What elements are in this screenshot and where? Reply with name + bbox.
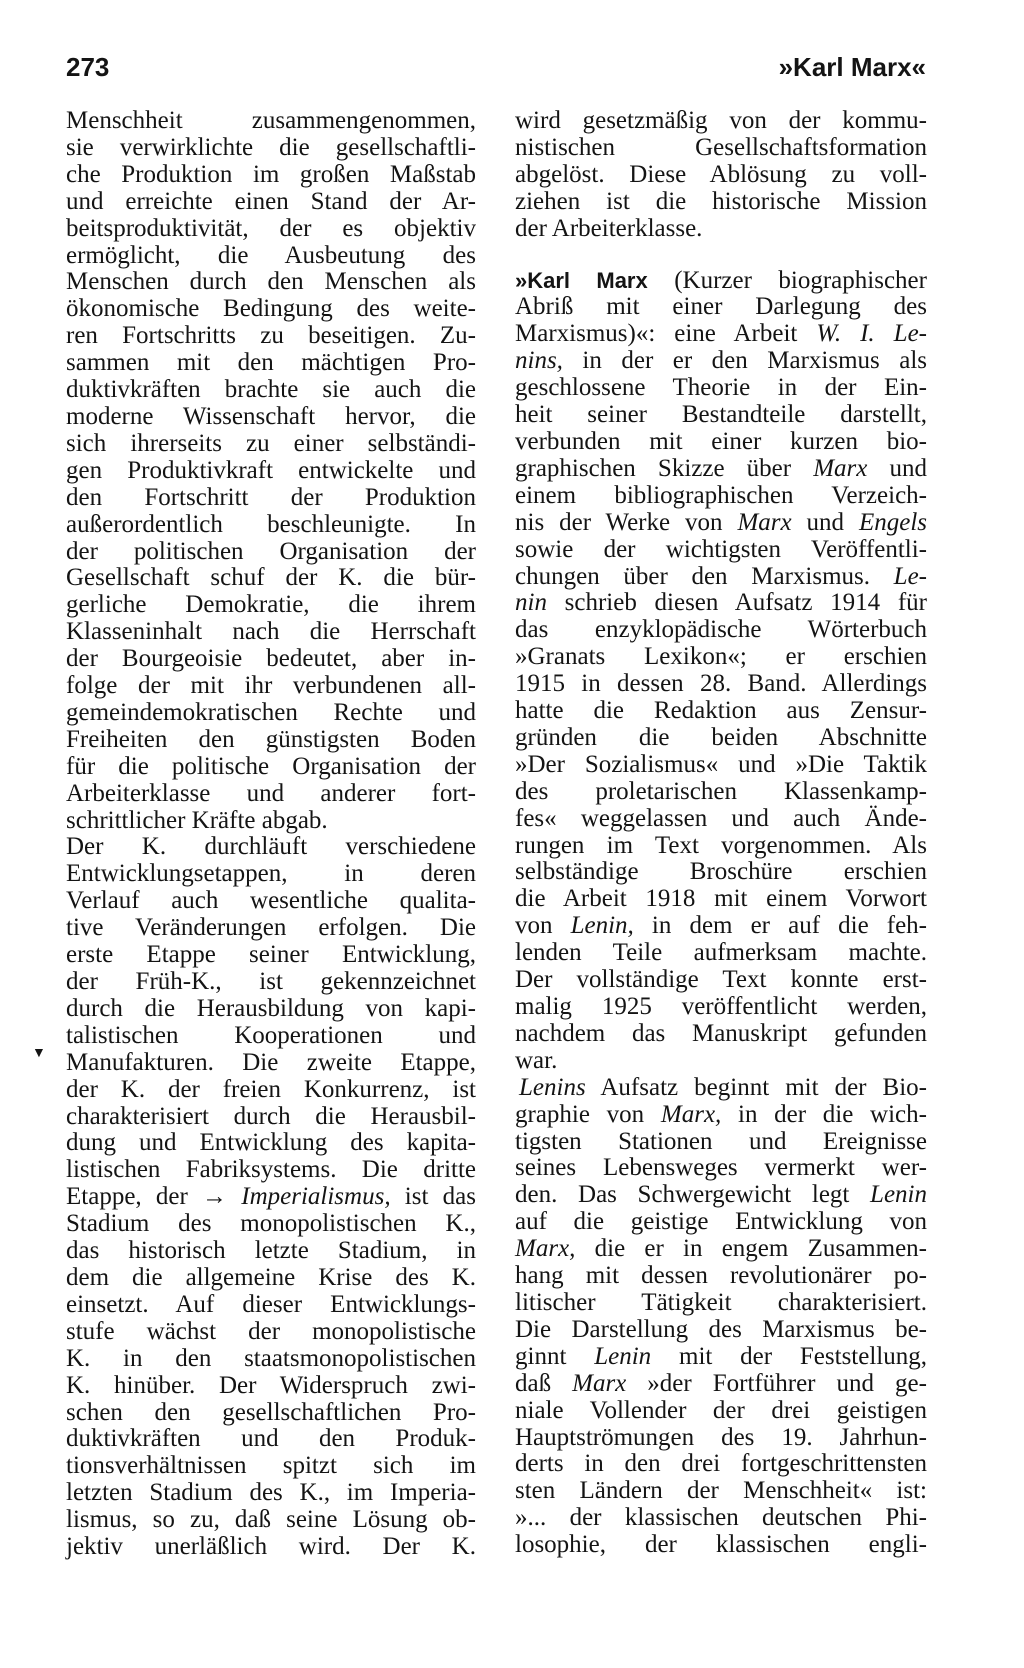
text-line: jektiv unerläßlich wird. Der K.: [66, 1533, 476, 1561]
text-line: der Bourgeoisie bedeutet, aber in-: [66, 645, 476, 673]
text-line: gründen die beiden Abschnitte: [515, 723, 927, 751]
text-line: Der K. durchläuft verschiedene: [66, 833, 476, 861]
text-line: Abriß mit einer Darlegung des: [515, 293, 927, 321]
text-line: selbständige Broschüre erschien: [515, 858, 927, 886]
text-line: der K. der freien Konkurrenz, ist: [66, 1075, 476, 1103]
text-line: daß Marx »der Fortführer und ge-: [515, 1369, 927, 1397]
text-line: durch die Herausbildung von kapi-: [66, 994, 476, 1022]
text-line: der Früh-K., ist gekennzeichnet: [66, 968, 476, 995]
text-line: losophie, der klassischen engli-: [515, 1531, 927, 1559]
text-line: außerordentlich beschleunigte. In: [66, 510, 476, 538]
text-line: Marx, die er in engem Zusammen-: [515, 1235, 927, 1263]
text-line: Marxismus)«: eine Arbeit W. I. Le-: [515, 320, 927, 348]
text-line: seines Lebensweges vermerkt wer-: [515, 1154, 927, 1182]
text-line: Der vollständige Text konnte erst-: [515, 966, 927, 994]
text-line: che Produktion im großen Maßstab: [66, 160, 476, 188]
text-line: rungen im Text vorgenommen. Als: [515, 831, 927, 859]
text-line: duktivkräften und den Produk-: [66, 1425, 476, 1453]
text-line: schrittlicher Kräfte abgab.: [66, 806, 328, 834]
text-line: sich ihrerseits zu einer selbständi-: [66, 429, 476, 457]
text-line: K. in den staatsmonopolistischen: [66, 1344, 476, 1372]
text-line: nistischen Gesellschaftsformation: [515, 133, 927, 161]
text-line: der politischen Organisation der: [66, 537, 476, 565]
text-line: ökonomische Bedingung des weite-: [66, 295, 476, 323]
text-line: ginnt Lenin mit der Feststellung,: [515, 1342, 927, 1370]
text-line: Verlauf auch wesentliche qualita-: [66, 887, 476, 915]
right-column: [515, 108, 927, 1559]
text-line: 1915 in dessen 28. Band. Allerdings: [515, 670, 927, 698]
text-line: das historisch letzte Stadium, in: [66, 1237, 476, 1265]
text-line: hatte die Redaktion aus Zensur-: [515, 697, 927, 725]
text-line: talistischen Kooperationen und: [66, 1021, 476, 1049]
text-line: lismus, so zu, daß seine Lösung ob-: [66, 1506, 476, 1534]
text-line: »Granats Lexikon«; er erschien: [515, 643, 927, 671]
text-line: verbunden mit einer kurzen bio-: [515, 427, 927, 455]
text-line: einem bibliographischen Verzeich-: [515, 481, 927, 509]
text-line: tigsten Stationen und Ereignisse: [515, 1127, 927, 1155]
running-head: »Karl Marx«: [778, 52, 926, 82]
text-line: auf die geistige Entwicklung von: [515, 1208, 927, 1236]
text-line: chungen über den Marxismus. Le-: [515, 562, 927, 590]
margin-mark: ▼: [32, 1046, 46, 1061]
page-header: [66, 52, 926, 88]
text-line: Gesellschaft schuf der K. die bür-: [66, 564, 476, 592]
text-line: Menschen durch den Menschen als: [66, 268, 476, 296]
text-line: K. hinüber. Der Widerspruch zwi-: [66, 1371, 476, 1399]
text-line: niale Vollender der drei geistigen: [515, 1396, 927, 1424]
text-line: erste Etappe seiner Entwicklung,: [66, 941, 476, 969]
page-number: 273: [66, 52, 110, 82]
text-line: charakterisiert durch die Herausbil-: [66, 1102, 476, 1130]
text-line: Klasseninhalt nach die Herrschaft: [66, 618, 476, 646]
text-line: das enzyklopädische Wörterbuch: [515, 616, 927, 644]
text-line: nin schrieb diesen Aufsatz 1914 für: [515, 589, 927, 617]
text-line: stufe wächst der monopolistische: [66, 1317, 476, 1345]
text-line: den. Das Schwergewicht legt Lenin: [515, 1181, 927, 1209]
entry-spacer: [515, 243, 927, 268]
text-line: ren Fortschritts zu beseitigen. Zu-: [66, 322, 476, 350]
text-line: moderne Wissenschaft hervor, die: [66, 402, 476, 430]
text-line: Stadium des monopolistischen K.,: [66, 1210, 476, 1238]
text-line: letzten Stadium des K., im Imperia-: [66, 1479, 476, 1507]
text-line: folge der mit ihr verbundenen all-: [66, 672, 476, 700]
text-line: listischen Fabriksystems. Die dritte: [66, 1156, 476, 1184]
entry-headword: »Karl Marx: [515, 267, 648, 293]
text-line: für die politische Organisation der: [66, 752, 476, 780]
text-line: einsetzt. Auf dieser Entwicklungs-: [66, 1290, 476, 1318]
text-line: gen Produktivkraft entwickelte und: [66, 456, 476, 484]
text-line: Manufakturen. Die zweite Etappe,: [66, 1048, 476, 1076]
text-line: heit seiner Bestandteile darstellt,: [515, 401, 927, 429]
text-line: Etappe, der → Imperialismus, ist das: [66, 1183, 476, 1211]
entry-headword-line: »Karl Marx (Kurzer biographischer: [515, 266, 927, 294]
text-line: derts in den drei fortgeschrittensten: [515, 1450, 927, 1478]
text-line: abgelöst. Diese Ablösung zu voll-: [515, 160, 927, 188]
text-line: nis der Werke von Marx und Engels: [515, 508, 927, 536]
cross-reference: Imperialismus,: [241, 1183, 391, 1211]
text-line: des proletarischen Klassenkamp-: [515, 777, 927, 805]
text-line: Lenins Aufsatz beginnt mit der Bio-: [519, 1073, 927, 1101]
text-line: ermöglicht, die Ausbeutung des: [66, 241, 476, 269]
text-line: beitsproduktivität, der es objektiv: [66, 214, 476, 242]
text-line: »... der klassischen deutschen Phi-: [515, 1504, 927, 1532]
text-line: Freiheiten den günstigsten Boden: [66, 725, 476, 753]
text-line: »Der Sozialismus« und »Die Taktik: [515, 750, 927, 778]
text-line: nins, in der er den Marxismus als: [515, 347, 927, 375]
text-line: gerliche Demokratie, die ihrem: [66, 591, 476, 619]
text-line: dem die allgemeine Krise des K.: [66, 1263, 476, 1291]
text-line: war.: [515, 1046, 558, 1074]
text-line: duktivkräften brachte sie auch die: [66, 376, 476, 404]
text-line: Die Darstellung des Marxismus be-: [515, 1315, 927, 1343]
text-line: litischer Tätigkeit charakterisiert.: [515, 1288, 927, 1316]
text-line: tive Veränderungen erfolgen. Die: [66, 914, 476, 942]
text-line: fes« weggelassen und auch Ände-: [515, 804, 927, 832]
text-line: Hauptströmungen des 19. Jahrhun-: [515, 1423, 927, 1451]
text-line: sammen mit den mächtigen Pro-: [66, 349, 476, 377]
text-line: lenden Teile aufmerksam machte.: [515, 939, 927, 967]
text-line: geschlossene Theorie in der Ein-: [515, 374, 927, 402]
text-line: die Arbeit 1918 mit einem Vorwort: [515, 885, 927, 913]
text-line: Entwicklungsetappen, in deren: [66, 860, 476, 888]
text-line: hang mit dessen revolutionärer po-: [515, 1262, 927, 1290]
text-line: sten Ländern der Menschheit« ist:: [515, 1477, 927, 1505]
text-line: ziehen ist die historische Mission: [515, 187, 927, 215]
text-line: Arbeiterklasse und anderer fort-: [66, 779, 476, 807]
left-column: [66, 108, 476, 1561]
text-line: den Fortschritt der Produktion: [66, 483, 476, 511]
text-line: malig 1925 veröffentlicht werden,: [515, 993, 927, 1020]
text-line: tionsverhältnissen spitzt sich im: [66, 1452, 476, 1480]
text-line: nachdem das Manuskript gefunden: [515, 1019, 927, 1047]
text-line: dung und Entwicklung des kapita-: [66, 1129, 476, 1157]
text-line: sie verwirklichte die gesellschaftli-: [66, 133, 476, 161]
text-line: von Lenin, in dem er auf die feh-: [515, 912, 928, 940]
text-line: wird gesetzmäßig von der kommu-: [515, 107, 927, 134]
text-line: der Arbeiterklasse.: [515, 214, 703, 242]
text-line: graphischen Skizze über Marx und: [515, 454, 927, 482]
text-line: und erreichte einen Stand der Ar-: [66, 187, 476, 215]
text-line: schen den gesellschaftlichen Pro-: [66, 1398, 476, 1426]
text-line: Menschheit zusammengenommen,: [66, 107, 476, 134]
text-line: sowie der wichtigsten Veröffentli-: [515, 535, 927, 563]
text-line: gemeindemokratischen Rechte und: [66, 698, 476, 726]
text-line: graphie von Marx, in der die wich-: [515, 1100, 927, 1128]
